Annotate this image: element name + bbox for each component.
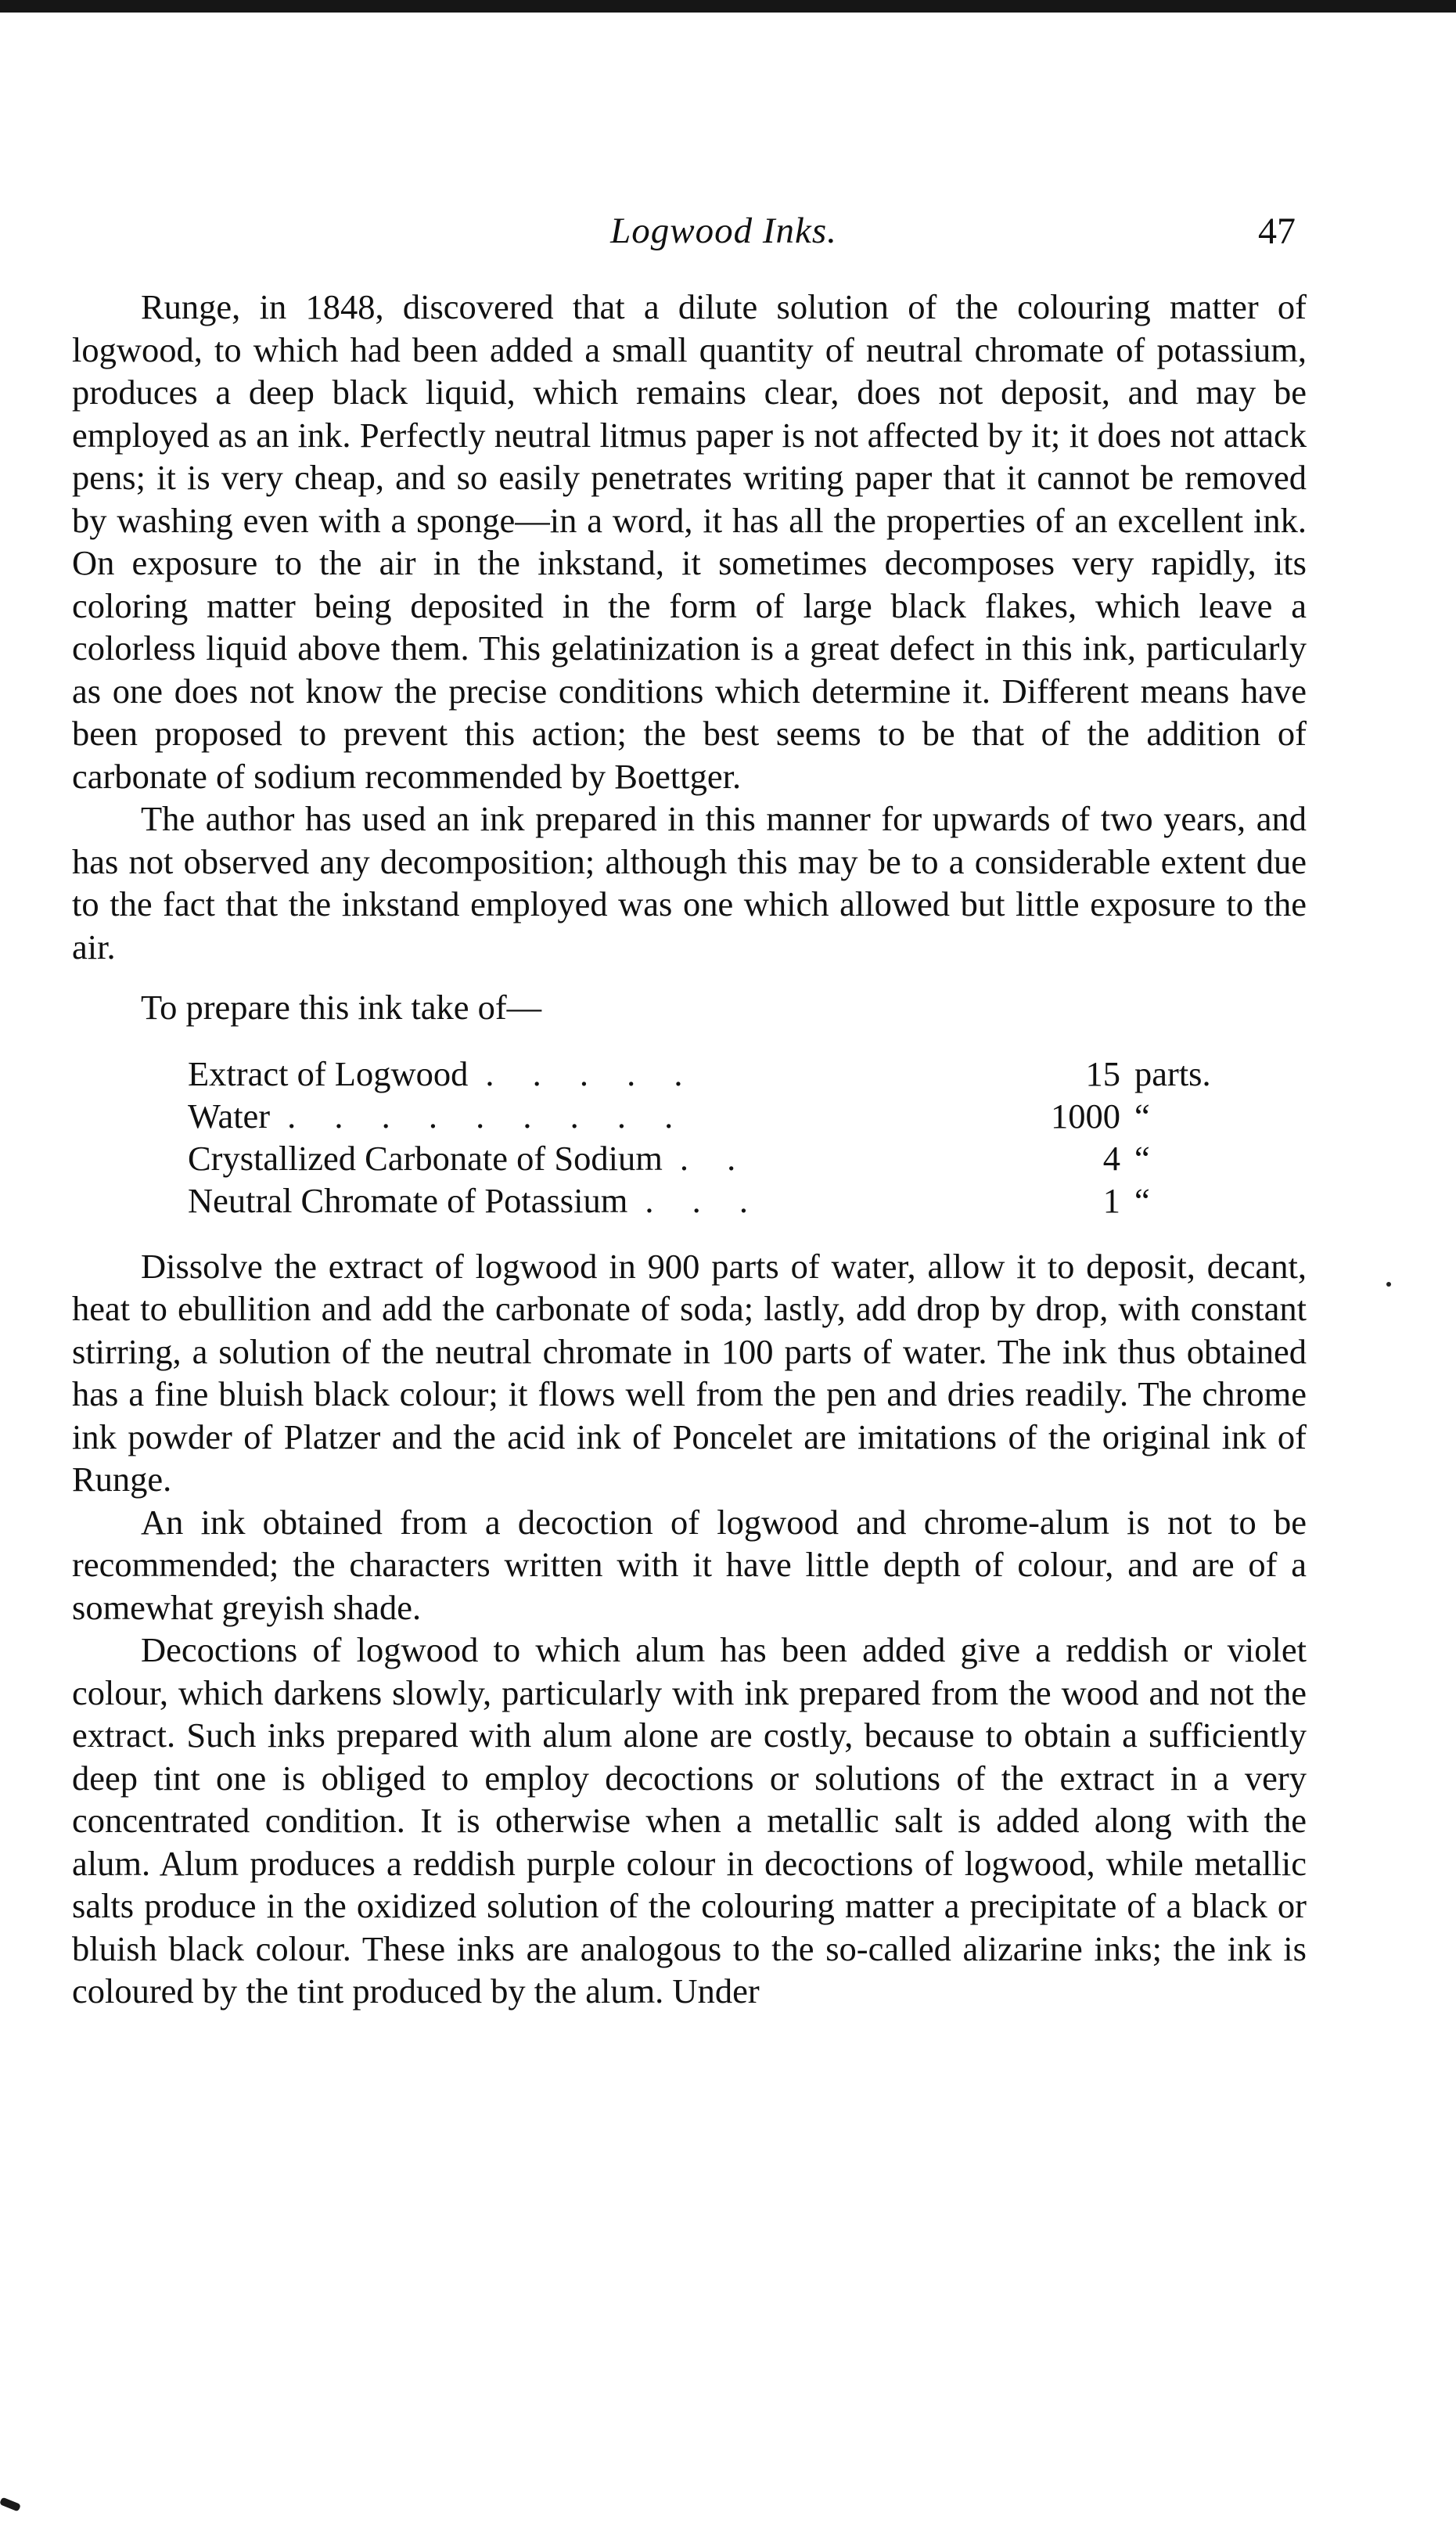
running-title: Logwood Inks. [610, 211, 837, 251]
paragraph-dissolve-method: Dissolve the extract of logwood in 900 parts of water, allow it to deposit, decant, heat to ebullition and add the carbonate of soda; lastly, add drop by drop, with constant stirring, a solution of the neutral chromate in 100 parts of water. The ink thus obtained has a fine bluish black colour; it flows well from the pen and dries readily. The chrome ink powder of Platzer and the acid ink of Poncelet are imitations of the original ink of Runge. [72, 1246, 1307, 1499]
ingredient-name: Crystallized Carbonate of Sodium [188, 1138, 663, 1178]
ingredient-name: Extract of Logwood [188, 1053, 469, 1093]
paragraph-author-experience: The author has used an ink prepared in this manner for upwards of two years, and has not observed any decomposition; although this may be to a considerable extent due to the fact that the inkstand employed was one which allowed but little exposure to the air. [72, 799, 1307, 967]
scan-speck [1386, 1282, 1391, 1287]
paragraph-runge-discovery: Runge, in 1848, discovered that a dilute solution of the colouring matter of logwood, to which had been added a small quantity of neutral chromate of potassium, produces a deep black liquid, which remains clear, does not deposit, and may be employed as an ink. Perfectly neutral litmus paper is not affected by it; it does not attack pens; it is very cheap, and so easily penetrates writing paper that it cannot be removed by washing even with a sponge—in a word, it has all the properties of an excellent ink. On exposure to the air in the inkstand, it sometimes decomposes very rapidly, its coloring matter being deposited in the form of large black flakes, which leave a colorless liquid above them. This gelatinization is a great defect in this ink, particularly as one does not know the precise conditions which determine it. Different means have been proposed to prevent this action; the best seems to be that of the addition of carbonate of sodium recommended by Boettger. [72, 287, 1307, 796]
ingredient-quantity: 4 [1102, 1138, 1120, 1178]
page-number: 47 [1258, 211, 1296, 252]
ingredient-quantity: 1 [1102, 1180, 1120, 1220]
dot-leader: . . . . . [485, 1053, 698, 1093]
recipe-intro: To prepare this ink take of— [141, 988, 542, 1027]
ingredient-name: Water [188, 1096, 271, 1136]
dot-leader: . . [679, 1138, 751, 1178]
ingredient-unit: parts. [1134, 1053, 1211, 1093]
ingredient-quantity: 1000 [1051, 1096, 1120, 1136]
paragraph-chrome-alum: An ink obtained from a decoction of logwood and chrome-alum is not to be recommended; the characters written with it have little depth of colour, and are of a somewhat greyish shade. [72, 1502, 1307, 1627]
dot-leader: . . . . . . . . . [287, 1096, 688, 1136]
scan-edge-mark [0, 2497, 21, 2511]
body-text [72, 286, 1307, 2013]
ingredient-unit: “ [1134, 1138, 1150, 1178]
ingredient-unit: “ [1134, 1096, 1150, 1136]
page-top-edge [0, 0, 1456, 13]
ingredient-quantity: 15 [1085, 1053, 1120, 1093]
page-header [141, 210, 1307, 265]
ingredient-name: Neutral Chromate of Potassium [188, 1180, 628, 1220]
paragraph-alum-decoctions: Decoctions of logwood to which alum has been added give a reddish or violet colour, which darkens slowly, particularly with ink prepared from the wood and not the extract. Such inks prepared with alum alone are costly, because to obtain a sufficiently deep tint one is obliged to employ decoctions or solutions of the extract in a very concentrated condition. It is otherwise when a metallic salt is added along with the alum. Alum produces a reddish purple colour in decoctions of logwood, while metallic salts produce in the oxidized solution of the colouring matter a precipitate of a black or bluish black colour. These inks are analogous to the so-called alizarine inks; the ink is coloured by the tint produced by the alum. Under [72, 1630, 1307, 2011]
recipe-row [188, 1053, 1244, 1095]
recipe-table [188, 1053, 1244, 1222]
recipe-row [188, 1095, 1244, 1137]
ingredient-unit: “ [1134, 1180, 1150, 1220]
dot-leader: . . . [645, 1180, 763, 1220]
recipe-row [188, 1179, 1244, 1222]
recipe-row [188, 1137, 1244, 1179]
